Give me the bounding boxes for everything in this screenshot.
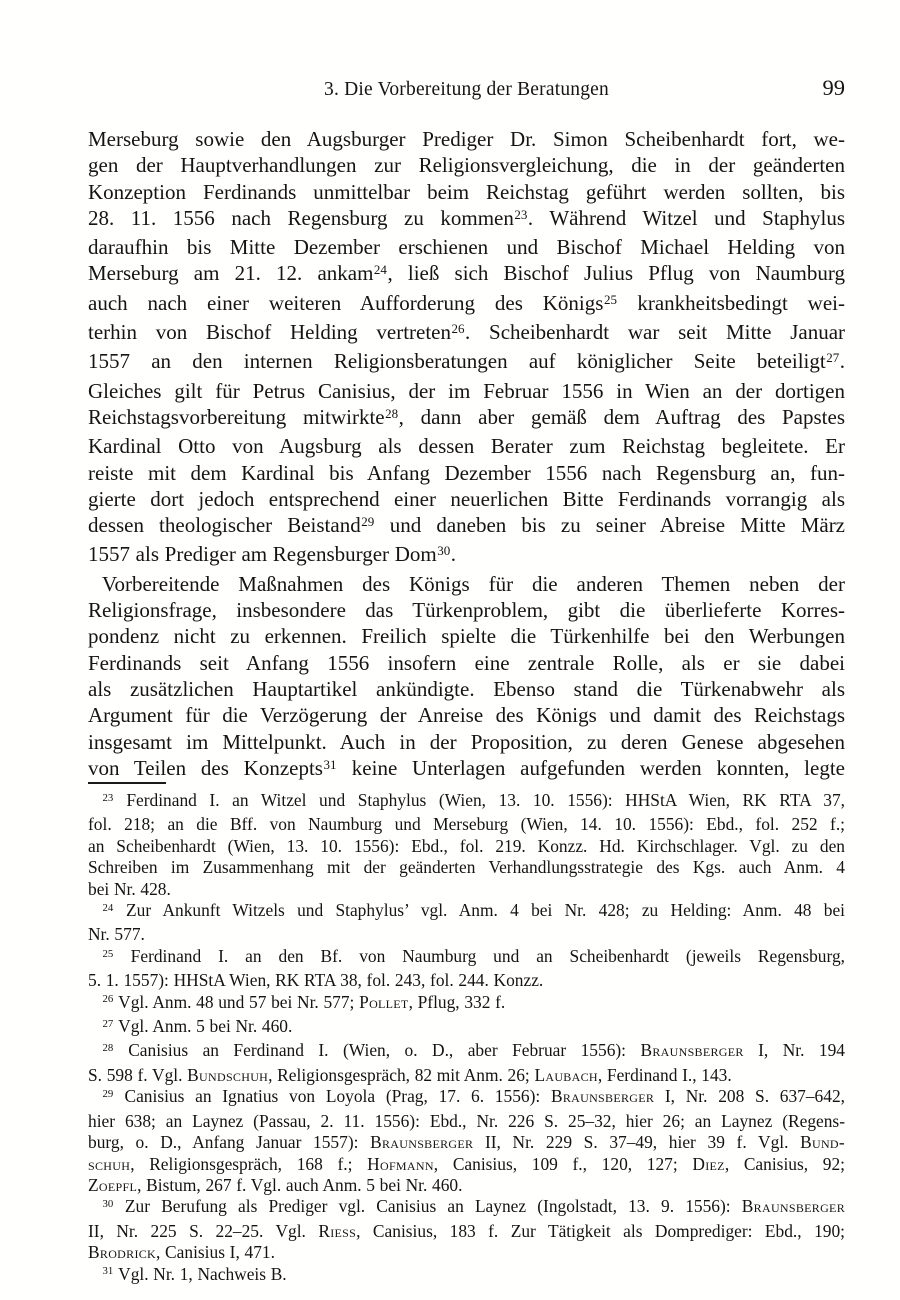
smallcaps-name: Braunsberger	[640, 1040, 744, 1061]
text-line	[88, 126, 845, 152]
footnote-23	[88, 790, 845, 900]
text-line	[88, 755, 845, 784]
text-run: 5. 1. 1557): HHStA Wien, RK RTA 38, fol. 243, fol. 244. Konzz.	[88, 970, 544, 991]
text-run: Vorbereitende Maßnahmen des Königs für die anderen Themen neben der	[102, 571, 845, 596]
footnote-ref: 27	[102, 1017, 114, 1030]
text-run: Merseburg am 21. 12. ankam	[88, 261, 374, 286]
text-line	[88, 1196, 845, 1220]
text-line	[88, 290, 845, 319]
text-line	[88, 702, 845, 728]
footnote-25	[88, 946, 845, 992]
text-run: und daneben bis zu seiner Abreise Mitte März	[374, 513, 846, 538]
text-line	[88, 1016, 845, 1040]
text-run: Schreiben im Zusammenhang mit der geänderten Verhandlungsstrategie des Kgs. auch Anm. 4	[88, 857, 845, 878]
text-run: , ließ sich Bischof Julius Pflug von Naumburg	[387, 261, 845, 286]
footnotes-section	[88, 790, 845, 1288]
body-text-block	[88, 126, 845, 784]
text-run: an Scheibenhardt (Wien, 13. 10. 1556): Ebd., fol. 219. Konzz. Hd. Kirchschlager. Vgl. zu den	[88, 835, 845, 856]
footnote-ref: 31	[323, 756, 337, 772]
footnote-ref: 25	[603, 291, 617, 307]
smallcaps-name: Braunsberger	[741, 1196, 845, 1217]
text-run: von Teilen des Konzepts	[88, 755, 323, 780]
footnote-ref: 24	[373, 262, 387, 278]
footnote-29	[88, 1086, 845, 1196]
text-run: fol. 218; an die Bff. von Naumburg und Merseburg (Wien, 14. 10. 1556): Ebd., fol. 252 f.;	[88, 814, 845, 835]
text-run: Konzeption Ferdinands unmittelbar beim Reichstag geführt werden sollten, bis	[88, 179, 845, 204]
text-line	[88, 205, 845, 234]
text-run: insgesamt im Mittelpunkt. Auch in der Proposition, zu deren Genese abgesehen	[88, 729, 845, 754]
footnote-ref: 29	[102, 1088, 114, 1101]
footnote-30	[88, 1196, 845, 1263]
smallcaps-name: Zoepfl	[88, 1174, 138, 1195]
text-line	[88, 486, 845, 512]
text-line	[88, 1175, 845, 1196]
smallcaps-name: Braunsberger	[550, 1086, 655, 1107]
smallcaps-name: Bund-	[800, 1132, 845, 1153]
text-run: Vgl. Anm. 5 bei Nr. 460.	[113, 1016, 293, 1037]
footnote-separator	[88, 782, 166, 784]
footnote-ref: 29	[361, 513, 375, 529]
text-run: gierte dort jedoch entsprechend einer neuerlichen Bitte Ferdinands vorrangig als	[88, 486, 845, 511]
text-run: . Während Witzel und Staphylus	[527, 205, 845, 230]
footnote-ref: 23	[102, 791, 114, 804]
footnote-ref: 25	[102, 947, 114, 960]
text-run: Zur Ankunft Witzels und Staphylus’ vgl. Anm. 4 bei Nr. 428; zu Helding: Anm. 48 bei	[113, 900, 845, 921]
footnote-ref: 31	[102, 1265, 114, 1278]
text-line	[88, 404, 845, 433]
text-line	[88, 836, 845, 857]
text-run: Religionsfrage, insbesondere das Türkenproblem, gibt die überlieferte Korres-	[88, 598, 845, 623]
text-run: als zusätzlichen Hauptartikel ankündigte. Ebenso stand die Türkenabwehr als	[88, 676, 845, 701]
text-run: Gleiches gilt für Petrus Canisius, der im Februar 1556 in Wien an der dortigen	[88, 378, 845, 403]
text-line	[88, 1221, 845, 1242]
text-run: daraufhin bis Mitte Dezember erschienen und Bischof Michael Helding von	[88, 235, 845, 260]
footnote-ref: 28	[102, 1042, 114, 1055]
chapter-heading: 3. Die Vorbereitung der Beratungen	[324, 79, 609, 100]
text-run: I, Nr. 194	[743, 1040, 845, 1061]
text-run: , Canisius I, 471.	[156, 1242, 275, 1263]
text-line	[88, 260, 845, 289]
footnote-ref: 30	[102, 1198, 114, 1211]
text-line	[88, 924, 845, 945]
text-run: Kardinal Otto von Augsburg als dessen Berater zum Reichstag begleitete. Er	[88, 434, 845, 459]
text-line	[88, 1242, 845, 1263]
text-run: 1557 als Prediger am Regensburger Dom	[88, 542, 437, 567]
text-line	[88, 348, 845, 377]
smallcaps-name: Pollet	[359, 991, 409, 1012]
text-run: , Religionsgespräch, 82 mit Anm. 26;	[268, 1064, 535, 1085]
footnote-ref: 24	[102, 901, 114, 914]
footnote-ref: 26	[102, 993, 114, 1006]
smallcaps-name: schuh	[88, 1153, 131, 1174]
text-run: Zur Berufung als Prediger vgl. Canisius an Laynez (Ingolstadt, 13. 9. 1556):	[113, 1196, 742, 1217]
text-run: dessen theologischer Beistand	[88, 513, 361, 538]
text-run: , Ferdinand I., 143.	[597, 1064, 732, 1085]
body-paragraph	[88, 571, 845, 784]
body-paragraph	[88, 126, 845, 571]
text-run: , Bistum, 267 f. Vgl. auch Anm. 5 bei Nr. 460.	[137, 1174, 463, 1195]
text-run: bei Nr. 428.	[88, 878, 171, 899]
text-line	[88, 597, 845, 623]
footnote-31	[88, 1264, 845, 1288]
text-run: reiste mit dem Kardinal bis Anfang Dezember 1556 nach Regensburg an, fun-	[88, 460, 845, 485]
text-line	[88, 1132, 845, 1153]
smallcaps-name: Riess	[318, 1220, 357, 1241]
text-run: Argument für die Verzögerung der Anreise des Königs und damit des Reichstags	[88, 703, 845, 728]
page-number: 99	[822, 75, 845, 100]
text-run: I, Nr. 208 S. 637–642,	[654, 1086, 845, 1107]
text-run: 28. 11. 1556 nach Regensburg zu kommen	[88, 205, 514, 230]
smallcaps-name: Braunsberger	[370, 1132, 474, 1153]
text-run: , Canisius, 109 f., 120, 127;	[433, 1153, 693, 1174]
text-run: II, Nr. 225 S. 22–25. Vgl.	[88, 1220, 319, 1241]
footnote-ref: 23	[514, 206, 528, 222]
text-line	[88, 814, 845, 835]
text-line	[88, 992, 845, 1016]
text-run: terhin von Bischof Helding vertreten	[88, 320, 452, 345]
text-run: Ferdinand I. an den Bf. von Naumburg und an Scheibenhardt (jeweils Regensburg,	[113, 945, 845, 966]
text-run: 1557 an den internen Religionsberatungen auf königlicher Seite beteiligt	[88, 349, 826, 374]
footnote-ref: 30	[437, 543, 451, 559]
text-line	[88, 857, 845, 878]
text-line	[88, 234, 845, 260]
text-line	[88, 319, 845, 348]
text-run: Canisius an Ignatius von Loyola (Prag, 17. 6. 1556):	[113, 1086, 551, 1107]
text-run: Merseburg sowie den Augsburger Prediger Dr. Simon Scheibenhardt fort, we-	[88, 127, 845, 151]
smallcaps-name: Brodrick	[88, 1242, 157, 1263]
text-line	[88, 900, 845, 924]
text-run: .	[839, 349, 845, 374]
footnote-27	[88, 1016, 845, 1040]
smallcaps-name: Diez	[692, 1153, 725, 1174]
text-line	[88, 179, 845, 205]
text-run: , Canisius, 92;	[724, 1153, 845, 1174]
text-run: , Religionsgespräch, 168 f.;	[130, 1153, 368, 1174]
text-line	[88, 650, 845, 676]
text-run: Reichstagsvorbereitung mitwirkte	[88, 404, 385, 429]
smallcaps-name: Laubach	[534, 1064, 598, 1085]
smallcaps-name: Bundschuh	[187, 1064, 269, 1085]
text-run: auch nach einer weiteren Aufforderung des Königs	[88, 290, 604, 315]
text-line	[88, 1086, 845, 1110]
text-line	[88, 512, 845, 541]
footnote-24	[88, 900, 845, 946]
text-line	[88, 541, 845, 570]
text-line	[88, 1264, 845, 1288]
smallcaps-name: Hofmann	[367, 1153, 434, 1174]
text-line	[88, 676, 845, 702]
text-line	[88, 571, 845, 597]
text-line	[88, 1040, 845, 1064]
text-run: keine Unterlagen aufgefunden werden konnten, legte	[337, 755, 845, 780]
text-run: , dann aber gemäß dem Auftrag des Papstes	[398, 404, 846, 429]
text-run: Ferdinand I. an Witzel und Staphylus (Wien, 13. 10. 1556): HHStA Wien, RK RTA 37,	[113, 790, 845, 810]
text-line	[88, 729, 845, 755]
text-run: krankheitsbedingt wei-	[617, 290, 845, 315]
text-line	[88, 460, 845, 486]
running-header	[88, 75, 845, 101]
text-run: . Scheibenhardt war seit Mitte Januar	[465, 320, 846, 345]
text-run: , Pflug, 332 f.	[408, 991, 506, 1012]
footnote-ref: 26	[451, 320, 465, 336]
text-line	[88, 879, 845, 900]
text-line	[88, 970, 845, 991]
text-run: Canisius an Ferdinand I. (Wien, o. D., aber Februar 1556):	[113, 1040, 641, 1061]
text-run: Vgl. Nr. 1, Nachweis B.	[113, 1263, 287, 1284]
text-line	[88, 1154, 845, 1175]
text-run: , Canisius, 183 f. Zur Tätigkeit als Domprediger: Ebd., 190;	[356, 1220, 845, 1241]
text-run: Ferdinands seit Anfang 1556 insofern eine zentrale Rolle, als er sie dabei	[88, 650, 845, 675]
text-line	[88, 623, 845, 649]
text-run: Nr. 577.	[88, 924, 145, 945]
text-line	[88, 1065, 845, 1086]
text-run: S. 598 f. Vgl.	[88, 1064, 188, 1085]
text-line	[88, 152, 845, 178]
text-line	[88, 790, 845, 814]
text-run: .	[450, 542, 456, 567]
text-run: II, Nr. 229 S. 37–49, hier 39 f. Vgl.	[473, 1132, 801, 1153]
text-line	[88, 433, 845, 459]
footnote-ref: 27	[826, 350, 840, 366]
text-line	[88, 946, 845, 970]
footnote-26	[88, 992, 845, 1016]
footnote-28	[88, 1040, 845, 1086]
text-line	[88, 378, 845, 404]
text-run: pondenz nicht zu erkennen. Freilich spielte die Türkenhilfe bei den Werbungen	[88, 624, 845, 649]
footnote-ref: 28	[385, 405, 399, 421]
text-run: hier 638; an Laynez (Passau, 2. 11. 1556): Ebd., Nr. 226 S. 25–32, hier 26; an Laynez (Regens-	[88, 1110, 845, 1131]
text-run: burg, o. D., Anfang Januar 1557):	[88, 1132, 371, 1153]
text-line	[88, 1111, 845, 1132]
text-run: Vgl. Anm. 48 und 57 bei Nr. 577;	[113, 991, 360, 1012]
text-run: gen der Hauptverhandlungen zur Religionsvergleichung, die in der geänderten	[88, 153, 845, 178]
